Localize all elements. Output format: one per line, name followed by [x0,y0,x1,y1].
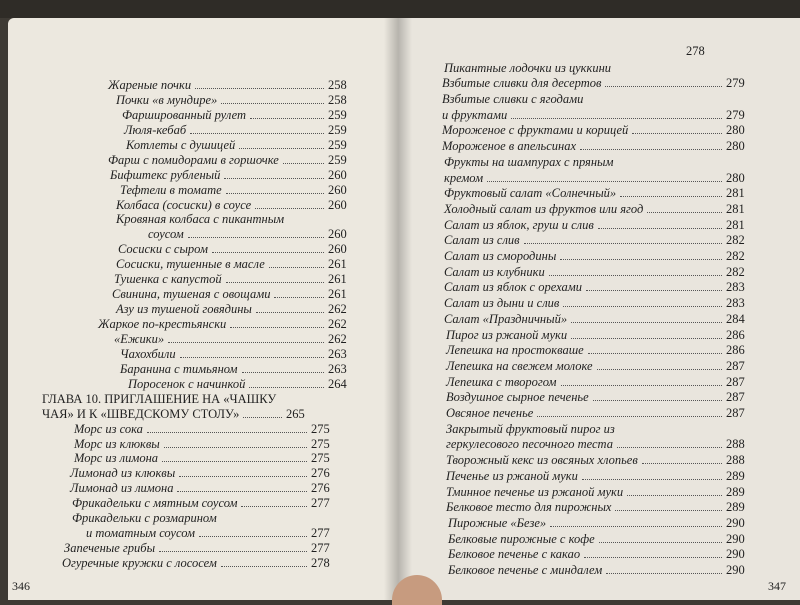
toc-entry-title: Тушенка с капустой [114,272,222,287]
toc-entry-title: Мороженое с фруктами и корицей [442,123,629,138]
left-toc-list [8,18,398,600]
right-toc-entry [444,312,745,327]
toc-page-number: 259 [328,122,347,137]
toc-page-number: 263 [328,346,347,361]
toc-page-number: 286 [726,327,745,342]
toc-entry-title: Салат из яблок с орехами [444,280,582,295]
toc-page-number: 290 [726,547,745,562]
dot-leader [256,312,324,313]
toc-page-number: 287 [726,374,745,389]
dot-leader [571,338,722,339]
right-toc-entry [448,532,745,547]
dot-leader [221,566,307,567]
left-toc-entry [64,541,330,556]
toc-page-number: 258 [328,78,347,92]
toc-page-number: 275 [311,451,330,466]
toc-entry-title: Фрикадельки с мятным соусом [72,496,238,511]
toc-page-number: 259 [328,152,347,167]
toc-page-number: 276 [311,481,330,496]
toc-page-number: 260 [328,227,347,242]
right-toc-entry [442,108,745,123]
right-toc-entry [444,202,745,217]
left-toc-entry [72,496,330,511]
toc-entry-title: Белковое тесто для пирожных [446,500,612,515]
toc-page-number: 289 [726,484,745,499]
toc-page-number: 290 [726,563,745,577]
toc-page-number: 277 [311,541,330,556]
toc-page-number: 281 [726,217,745,232]
toc-entry-title: Пирожные «Безе» [448,515,547,530]
left-toc-entry [124,123,347,138]
dot-leader [582,479,722,480]
left-toc-entry [116,198,347,213]
toc-page-number: 280 [726,123,745,138]
left-toc-entry [112,287,347,302]
dot-leader [524,243,722,244]
toc-page-number: 260 [328,182,347,197]
dot-leader [588,353,722,354]
toc-entry-title: Морс из лимона [74,451,159,466]
toc-entry-title: Лепешка на свежем молоке [446,358,593,373]
toc-page-number: 262 [328,302,347,317]
toc-page-number: 259 [328,107,347,122]
right-toc-entry [446,390,745,405]
toc-page-number: 284 [726,311,745,326]
toc-entry-title: Запеченые грибы [64,541,156,556]
toc-entry-title: Тминное печенье из ржаной муки [446,484,624,499]
toc-page-number: 260 [328,242,347,257]
toc-page-number: 282 [726,264,745,279]
left-toc-entry [118,242,347,257]
left-toc-entry [86,526,330,541]
left-page-number: 346 [12,579,30,593]
toc-entry-title: Люля-кебаб [124,122,187,137]
dot-leader [239,148,324,149]
dot-leader [221,103,324,104]
toc-entry-title: и фруктами [442,107,508,122]
left-toc-entry [110,168,347,183]
left-toc-entry [116,212,284,227]
toc-entry-title: Пирог из ржаной муки [446,327,568,342]
toc-entry-title: Морс из сока [74,421,143,436]
dot-leader [511,118,722,119]
toc-entry-title: Лепешка на простокваше [446,343,584,358]
toc-entry-title: Лимонад из лимона [70,481,174,496]
dot-leader [177,491,307,492]
right-toc-entry [446,422,615,437]
background-surface [0,0,800,18]
dot-leader [190,133,324,134]
toc-entry-title: Лепешка с творогом [446,374,557,389]
dot-leader [255,208,324,209]
toc-page-number: 280 [726,170,745,185]
left-toc-entry [42,407,305,422]
toc-entry-title: Фрукты на шампурах с пряным [444,154,614,169]
dot-leader [243,417,282,418]
toc-entry-title: Фрикадельки с розмарином [72,511,217,526]
toc-entry-title: Мороженое в апельсинах [442,139,577,154]
left-toc-entry [116,93,347,108]
left-toc-entry [120,362,347,377]
right-toc-entry [444,218,745,233]
right-toc-list [398,18,800,600]
right-toc-entry [444,61,611,76]
right-page-number: 347 [768,579,786,593]
toc-entry-title: Тефтели в томате [120,182,222,197]
left-toc-entry [74,422,330,437]
toc-entry-title: ЧАЯ» И К «ШВЕДСКОМУ СТОЛУ» [42,406,240,421]
left-page [8,18,398,600]
toc-entry-title: Салат из слив [444,233,520,248]
dot-leader [615,510,722,511]
toc-page-number: 289 [726,500,745,515]
left-toc-entry [108,153,347,168]
toc-page-number: 260 [328,197,347,212]
dot-leader [593,400,722,401]
right-toc-entry [448,516,745,531]
right-toc-entry [444,280,745,295]
left-toc-entry [70,466,330,481]
toc-page-number: 262 [328,317,347,331]
dot-leader [226,282,324,283]
left-toc-entry [114,332,347,347]
dot-leader [168,342,324,343]
toc-entry-title: Фаршированный рулет [122,107,247,122]
toc-entry-title: геркулесового песочного теста [446,437,613,452]
dot-leader [598,228,722,229]
toc-page-number: 289 [726,468,745,483]
left-toc-entry [114,272,347,287]
toc-entry-title: Свинина, тушеная с овощами [112,287,271,302]
left-toc-entry [98,317,347,332]
toc-page-number: 282 [726,249,745,263]
dot-leader [242,372,324,373]
toc-entry-title: Взбитые сливки с ягодами [442,92,584,107]
dot-leader [180,357,324,358]
dot-leader [642,463,722,464]
toc-page-number: 261 [328,272,347,287]
right-toc-entry [442,92,583,107]
toc-entry-title: Морс из клюквы [74,436,160,451]
dot-leader [627,495,722,496]
toc-page-number: 287 [726,358,745,373]
toc-page-number: 275 [311,421,330,436]
toc-entry-title: Кровяная колбаса с пикантным [116,212,285,227]
toc-entry-title: Сосиски, тушенные в масле [116,257,265,272]
dot-leader [249,387,324,388]
toc-entry-title: Овсяное печенье [446,406,534,420]
toc-entry-title: Сосиски с сыром [118,242,208,257]
toc-entry-title: Воздушное сырное печенье [446,390,589,405]
toc-entry-title: Творожный кекс из овсяных хлопьев [446,453,638,468]
left-toc-entry [74,437,330,452]
toc-page-number: 287 [726,390,745,405]
toc-page-number: 260 [328,167,347,182]
dot-leader [179,476,307,477]
dot-leader [549,275,722,276]
dot-leader [164,447,307,448]
toc-entry-title: Фруктовый салат «Солнечный» [444,186,617,201]
left-toc-entry [116,257,347,272]
dot-leader [226,193,324,194]
toc-entry-title: Салат «Праздничный» [444,311,568,326]
toc-entry-title: Пикантные лодочки из цуккини [444,60,612,75]
dot-leader [617,447,722,448]
dot-leader [274,297,324,298]
toc-page-number: 288 [726,453,745,468]
left-toc-entry [148,227,347,242]
toc-page-number: 288 [726,437,745,452]
toc-entry-title: Бифштекс рубленый [110,167,221,182]
dot-leader [250,118,324,119]
dot-leader [571,322,722,323]
toc-entry-title: Фарш с помидорами в горшочке [108,152,279,167]
right-toc-entry [444,296,745,311]
right-toc-entry [446,485,745,500]
toc-page-number: 278 [311,556,330,570]
left-toc-entry [74,451,330,466]
toc-entry-title: и томатным соусом [86,526,195,541]
toc-entry-title: Поросенок с начинкой [128,376,246,391]
left-toc-entry [42,392,276,407]
toc-page-number: 276 [311,466,330,481]
dot-leader [199,536,307,537]
dot-leader [230,327,324,328]
right-toc-entry [442,139,745,154]
right-toc-entry [444,186,745,201]
dot-leader [563,306,722,307]
toc-entry-title: «Ежики» [114,331,165,346]
right-toc-entry [448,563,745,578]
dot-leader [599,542,722,543]
left-toc-entry [120,347,347,362]
toc-page-number: 290 [726,531,745,546]
dot-leader [283,163,324,164]
left-toc-entry [128,377,347,392]
right-toc-entry [446,500,745,515]
toc-entry-title: Белковые пирожные с кофе [448,531,595,546]
dot-leader [580,149,722,150]
dot-leader [605,86,722,87]
toc-page-number: 259 [328,137,347,152]
dot-leader [647,212,722,213]
right-toc-entry [446,437,745,452]
right-toc-entry [444,249,745,264]
dot-leader [597,369,722,370]
toc-entry-title: Колбаса (сосиски) в соусе [116,197,252,212]
toc-entry-title: ГЛАВА 10. ПРИГЛАШЕНИЕ НА «ЧАШКУ [42,391,277,406]
toc-page-number: 290 [726,515,745,530]
dot-leader [584,557,722,558]
toc-page-number: 287 [726,406,745,420]
left-toc-entry [122,108,347,123]
right-toc-entry [678,44,705,59]
dot-leader [487,181,722,182]
toc-entry-title: кремом [444,170,484,185]
toc-page-number: 277 [311,526,330,541]
toc-page-number: 261 [328,257,347,272]
toc-entry-title: Жаркое по-крестьянски [98,317,227,331]
toc-entry-title: Салат из яблок, груш и слив [444,217,594,232]
dot-leader [147,432,307,433]
dot-leader [606,573,722,574]
right-toc-entry [446,328,745,343]
toc-entry-title: Белковое печенье с миндалем [448,563,603,577]
right-toc-entry [446,453,745,468]
toc-page-number: 263 [328,361,347,376]
toc-page-number: 261 [328,287,347,302]
left-toc-entry [62,556,330,571]
toc-page-number: 280 [726,139,745,154]
toc-entry-title: Белковое печенье с какао [448,547,581,562]
toc-entry-title: Холодный салат из фруктов или ягод [444,201,644,216]
dot-leader [537,416,722,417]
toc-entry-title: Котлеты с душицей [126,137,236,152]
toc-page-number: 264 [328,376,347,391]
dot-leader [159,551,307,552]
toc-page-number: 277 [311,496,330,511]
right-toc-entry [442,76,745,91]
right-toc-entry [446,375,745,390]
dot-leader [620,196,722,197]
dot-leader [561,385,723,386]
toc-page-number: 283 [726,280,745,295]
toc-page-number: 279 [726,107,745,122]
right-toc-entry [444,155,614,170]
left-toc-entry [116,302,347,317]
dot-leader [188,237,324,238]
toc-page-number: 258 [328,92,347,107]
toc-page-number: 262 [328,331,347,346]
dot-leader [269,267,324,268]
right-toc-entry [446,343,745,358]
left-toc-entry [70,481,330,496]
toc-entry-title: Жареные почки [108,78,192,92]
toc-entry-title: Азу из тушеной говядины [116,302,252,317]
right-page [398,18,800,600]
dot-leader [241,506,307,507]
left-toc-entry [120,183,347,198]
right-toc-entry [446,469,745,484]
toc-page-number: 278 [686,44,705,58]
right-toc-entry [448,547,745,562]
dot-leader [560,259,722,260]
right-toc-entry [446,406,745,421]
right-toc-entry [442,123,745,138]
toc-entry-title: Салат из клубники [444,264,545,279]
toc-entry-title: Печенье из ржаной муки [446,468,578,483]
toc-entry-title: Взбитые сливки для десертов [442,76,602,91]
left-toc-entry [126,138,347,153]
right-toc-entry [446,359,745,374]
right-toc-entry [444,265,745,280]
left-toc-entry [72,511,217,526]
toc-page-number: 281 [726,186,745,201]
toc-page-number: 283 [726,296,745,311]
right-toc-entry [444,171,745,186]
dot-leader [212,252,324,253]
right-toc-entry [444,233,745,248]
dot-leader [550,526,722,527]
toc-entry-title: Огуречные кружки с лососем [62,556,217,570]
left-toc-entry [108,78,347,93]
toc-page-number: 281 [726,201,745,216]
toc-entry-title: Лимонад из клюквы [70,466,176,481]
toc-entry-title: Чахохбили [120,346,176,361]
toc-entry-title: Баранина с тимьяном [120,361,238,376]
toc-entry-title: Закрытый фруктовый пирог из [446,421,615,436]
toc-entry-title: Салат из смородины [444,249,557,263]
toc-page-number: 282 [726,233,745,248]
toc-page-number: 279 [726,76,745,91]
dot-leader [162,461,307,462]
toc-page-number: 286 [726,343,745,358]
dot-leader [586,290,722,291]
toc-page-number: 275 [311,436,330,451]
dot-leader [195,88,324,89]
dot-leader [224,178,324,179]
toc-entry-title: соусом [148,227,184,242]
toc-entry-title: Салат из дыни и слив [444,296,560,311]
dot-leader [632,133,722,134]
toc-entry-title: Почки «в мундире» [116,92,218,107]
toc-page-number: 265 [286,406,305,421]
